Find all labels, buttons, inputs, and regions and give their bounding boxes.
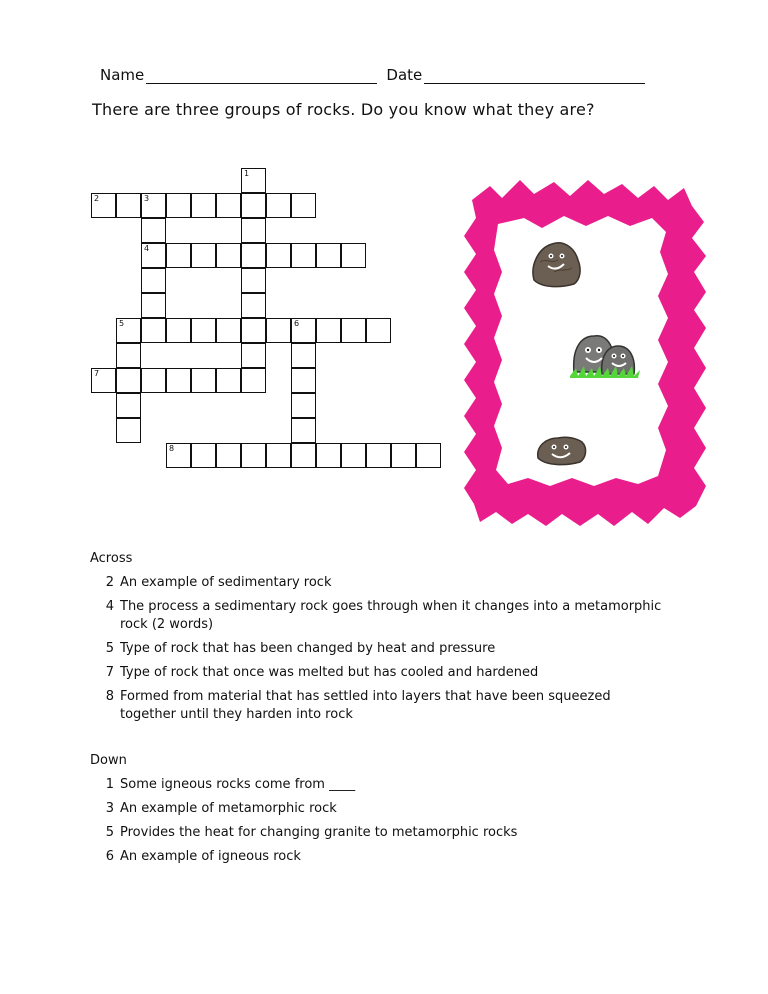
name-label: Name: [100, 66, 145, 84]
crossword-cell[interactable]: [241, 443, 266, 468]
rock-picture-frame: [462, 178, 707, 528]
down-clue: [90, 800, 670, 818]
name-date-line: [100, 60, 645, 84]
crossword-cell[interactable]: [166, 318, 191, 343]
across-clue: [90, 688, 670, 724]
crossword-cell[interactable]: [166, 368, 191, 393]
crossword-cell[interactable]: [116, 193, 141, 218]
crossword-cell[interactable]: [266, 243, 291, 268]
crossword-cell[interactable]: [316, 318, 341, 343]
across-clue: [90, 598, 670, 634]
date-field[interactable]: [424, 65, 645, 84]
clue-text: An example of igneous rock: [120, 849, 301, 864]
crossword-cell[interactable]: [366, 443, 391, 468]
clue-number: 8: [169, 444, 175, 453]
across-clue: [90, 664, 670, 682]
crossword-cell[interactable]: [241, 293, 266, 318]
across-clues: [90, 550, 670, 730]
crossword-cell[interactable]: [191, 243, 216, 268]
crossword-cell[interactable]: [166, 193, 191, 218]
crossword-cell[interactable]: [241, 368, 266, 393]
clue-text: An example of metamorphic rock: [120, 801, 337, 816]
crossword-cell[interactable]: [141, 193, 166, 218]
crossword-cell[interactable]: [91, 193, 116, 218]
date-label: Date: [386, 66, 423, 84]
crossword-cell[interactable]: [191, 193, 216, 218]
crossword-cell[interactable]: [241, 243, 266, 268]
crossword-cell[interactable]: [366, 318, 391, 343]
crossword-cell[interactable]: [216, 368, 241, 393]
clue-number: 7: [94, 369, 100, 378]
crossword-cell[interactable]: [116, 318, 141, 343]
crossword-cell[interactable]: [241, 318, 266, 343]
crossword-cell[interactable]: [116, 368, 141, 393]
crossword-cell[interactable]: [241, 193, 266, 218]
clue-number: 2: [105, 575, 114, 590]
crossword-cell[interactable]: [316, 243, 341, 268]
crossword-cell[interactable]: [116, 343, 141, 368]
clue-number: 4: [144, 244, 150, 253]
down-clue: [90, 824, 670, 842]
down-heading: Down: [90, 753, 127, 768]
crossword-cell[interactable]: [116, 393, 141, 418]
crossword-cell[interactable]: [241, 168, 266, 193]
clue-text: Provides the heat for changing granite to metamorphic rocks: [120, 825, 518, 840]
clue-text: An example of sedimentary rock: [120, 575, 332, 590]
clue-number: 6: [105, 849, 114, 864]
crossword-cell[interactable]: [291, 443, 316, 468]
clue-text: Formed from material that has settled into layers that have been squeezed together until they harden into rock: [120, 689, 611, 722]
clue-text: Some igneous rocks come from ____: [120, 777, 356, 792]
crossword-cell[interactable]: [141, 318, 166, 343]
crossword-cell[interactable]: [141, 293, 166, 318]
crossword-cell[interactable]: [216, 243, 241, 268]
crossword-cell[interactable]: [91, 368, 116, 393]
crossword-cell[interactable]: [291, 368, 316, 393]
clue-number: 1: [105, 777, 114, 792]
crossword-cell[interactable]: [241, 268, 266, 293]
crossword-cell[interactable]: [216, 318, 241, 343]
crossword-cell[interactable]: [341, 443, 366, 468]
across-clue: [90, 640, 670, 658]
crossword-cell[interactable]: [291, 318, 316, 343]
crossword-cell[interactable]: [266, 443, 291, 468]
clue-text: The process a sedimentary rock goes through when it changes into a metamorphic rock (2 words): [120, 599, 662, 632]
crossword-cell[interactable]: [241, 218, 266, 243]
crossword-cell[interactable]: [291, 393, 316, 418]
clue-text: Type of rock that once was melted but has cooled and hardened: [120, 665, 539, 680]
clue-number: 6: [294, 319, 300, 328]
crossword-cell[interactable]: [166, 443, 191, 468]
crossword-cell[interactable]: [416, 443, 441, 468]
clue-number: 2: [94, 194, 100, 203]
crossword-cell[interactable]: [116, 418, 141, 443]
clue-number: 4: [105, 599, 114, 614]
crossword-cell[interactable]: [141, 243, 166, 268]
clue-text: Type of rock that has been changed by heat and pressure: [120, 641, 496, 656]
crossword-cell[interactable]: [316, 443, 341, 468]
clue-number: 3: [105, 801, 114, 816]
clue-number: 5: [105, 641, 114, 656]
crossword-cell[interactable]: [241, 343, 266, 368]
across-heading: Across: [90, 551, 133, 566]
name-field[interactable]: [146, 65, 376, 84]
crossword-cell[interactable]: [291, 343, 316, 368]
across-clue: [90, 574, 670, 592]
crossword-cell[interactable]: [141, 268, 166, 293]
crossword-cell[interactable]: [291, 243, 316, 268]
smiling-rock-icon: [533, 243, 580, 287]
two-rocks-on-grass-icon: [570, 336, 640, 378]
crossword-cell[interactable]: [341, 243, 366, 268]
clue-number: 7: [105, 665, 114, 680]
clue-number: 8: [105, 689, 114, 704]
down-clue: [90, 776, 670, 794]
flat-rock-icon: [538, 437, 586, 464]
crossword-cell[interactable]: [191, 318, 216, 343]
crossword-cell[interactable]: [266, 193, 291, 218]
down-clue: [90, 848, 670, 866]
crossword-cell[interactable]: [391, 443, 416, 468]
crossword-cell[interactable]: [216, 443, 241, 468]
page-title: There are three groups of rocks. Do you know what they are?: [92, 100, 595, 119]
crossword-cell[interactable]: [291, 193, 316, 218]
clue-number: 5: [119, 319, 125, 328]
crossword-cell[interactable]: [191, 443, 216, 468]
crossword-cell[interactable]: [141, 368, 166, 393]
down-clues: [90, 752, 670, 872]
crossword-cell[interactable]: [266, 318, 291, 343]
crossword-cell[interactable]: [291, 418, 316, 443]
clue-number: 5: [105, 825, 114, 840]
crossword-cell[interactable]: [216, 193, 241, 218]
clue-number: 1: [244, 169, 250, 178]
crossword-cell[interactable]: [141, 218, 166, 243]
crossword-cell[interactable]: [341, 318, 366, 343]
clue-number: 3: [144, 194, 150, 203]
crossword-cell[interactable]: [191, 368, 216, 393]
crossword-cell[interactable]: [166, 243, 191, 268]
